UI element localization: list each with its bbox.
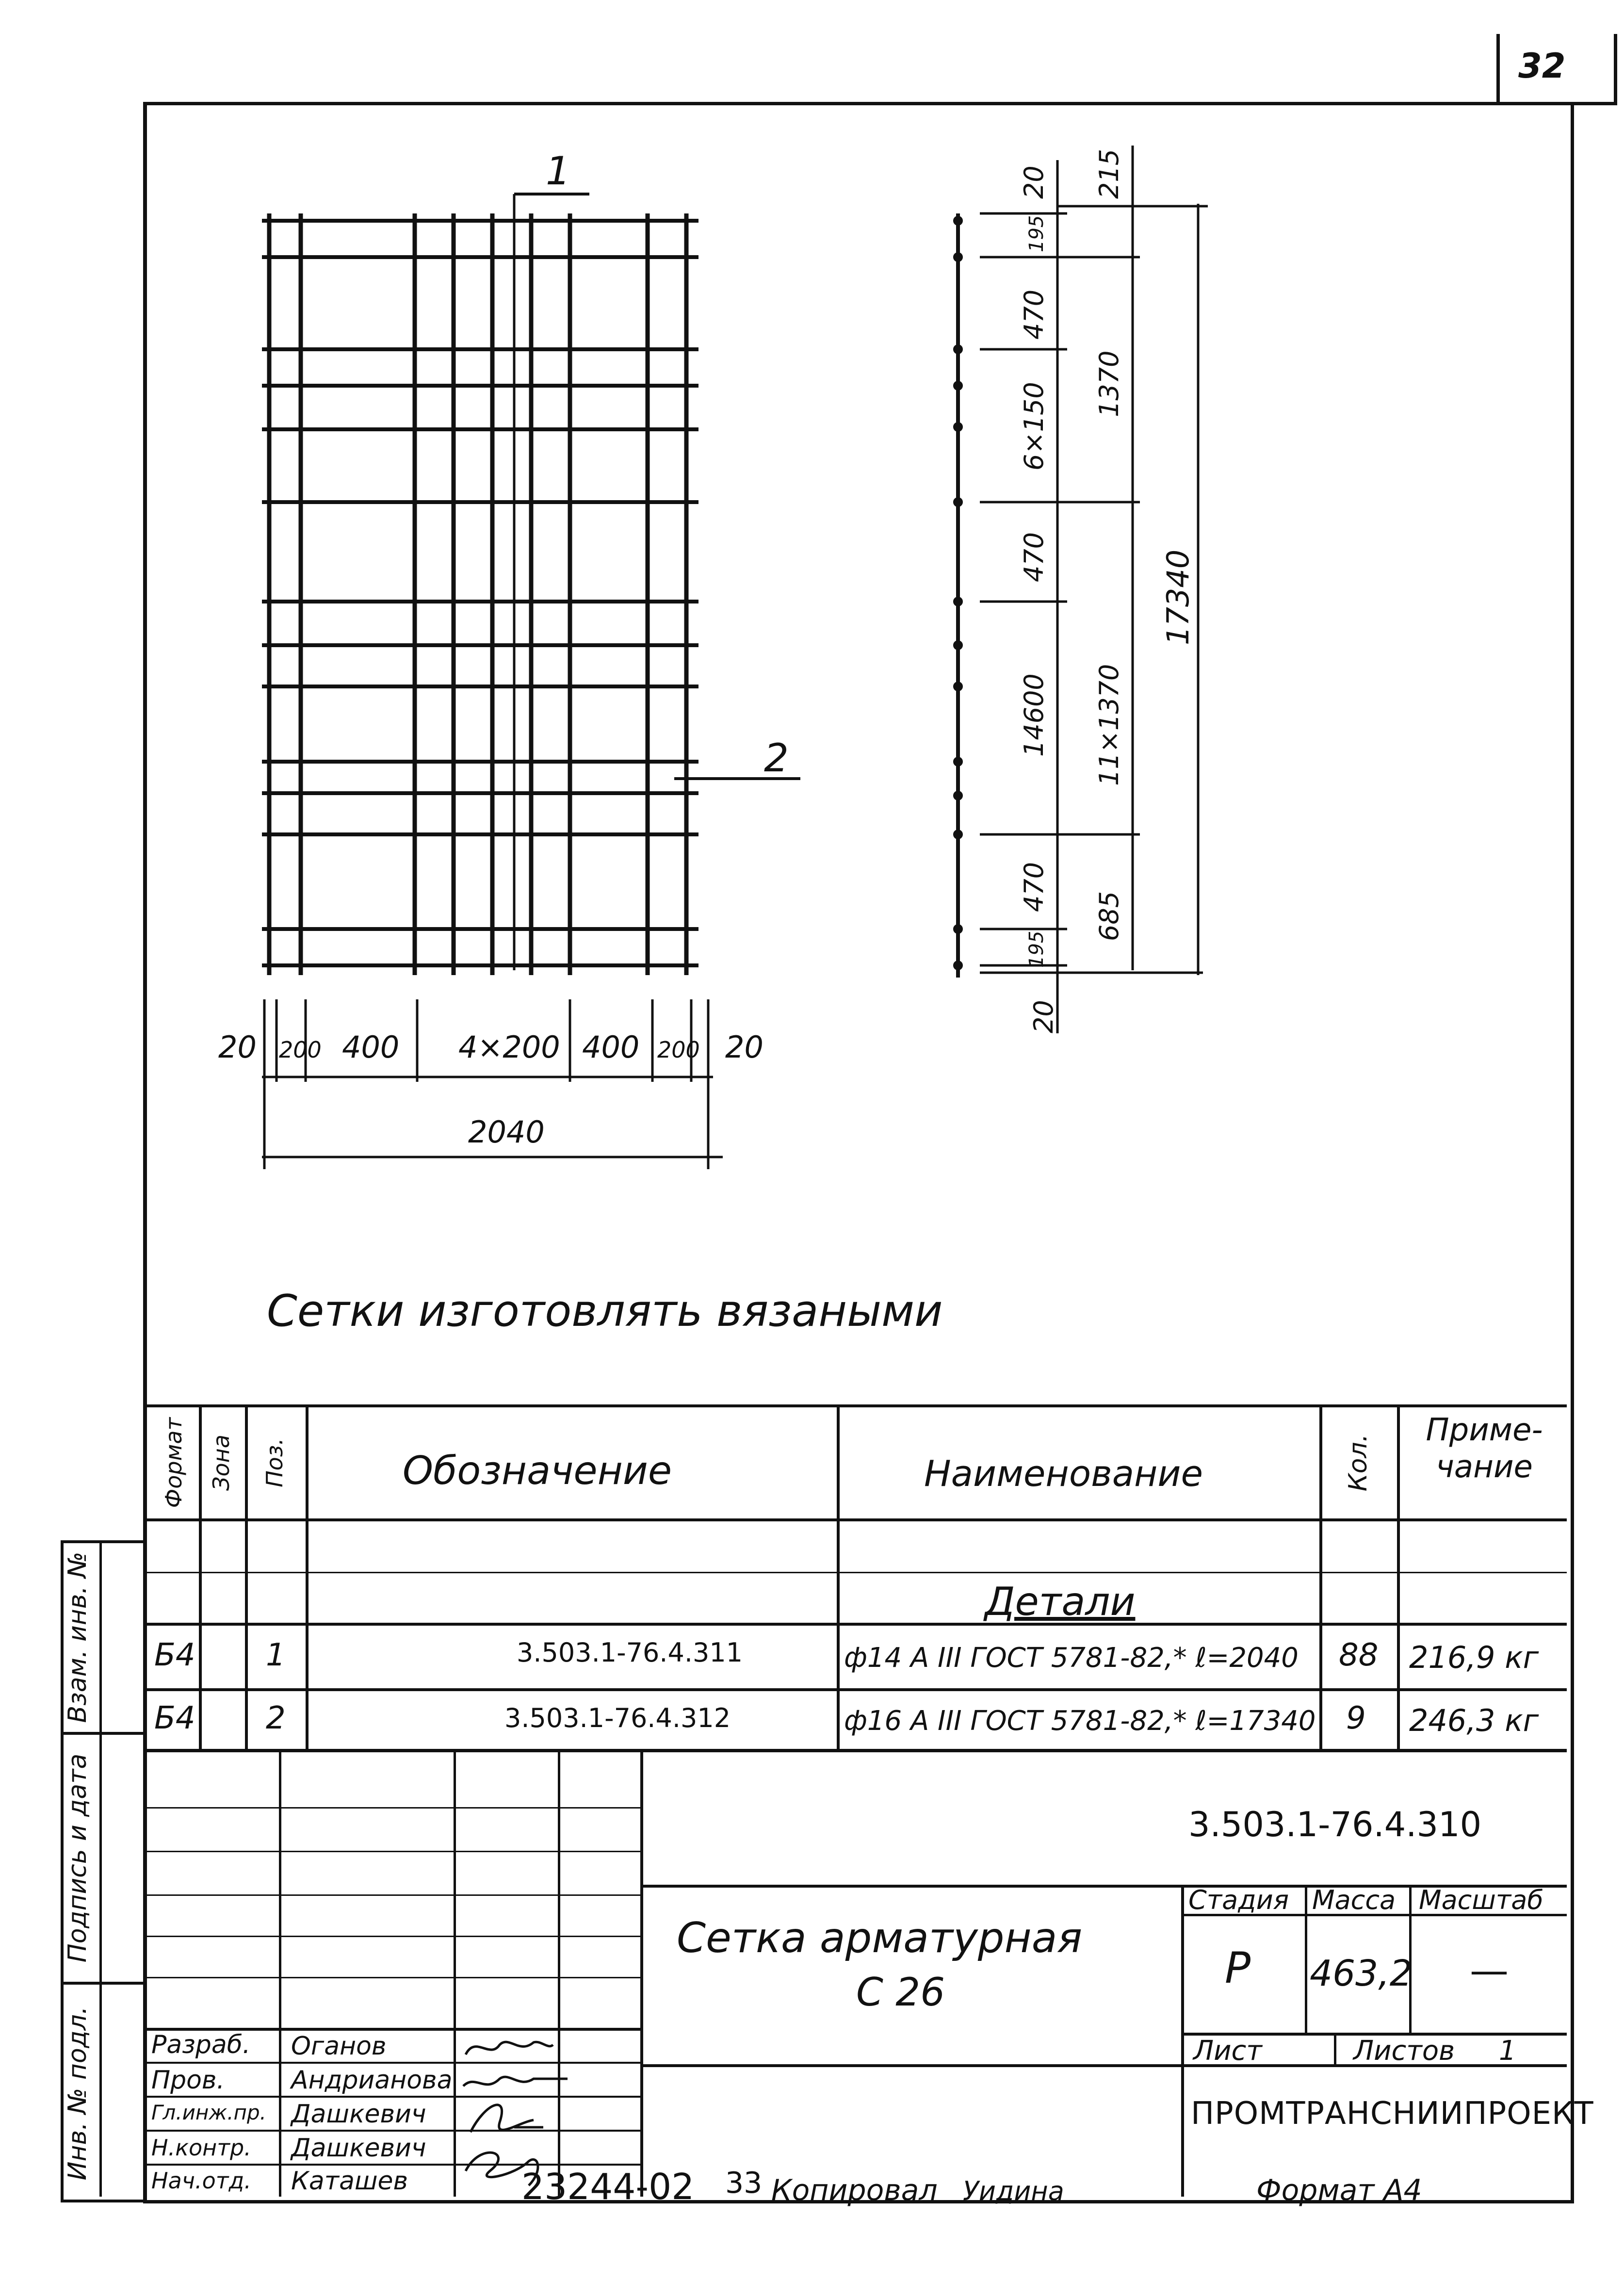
stage-label: Стадия [1188, 1885, 1289, 1915]
scale-label: Масштаб [1419, 1885, 1543, 1915]
spec-row-note: 246,3 кг [1409, 1703, 1539, 1738]
dim-section-20-bottom: 20 [1028, 1000, 1059, 1033]
footer-copy-number: 33 [725, 2166, 763, 2200]
doc-title: Сетка арматурная [677, 1914, 1083, 1962]
dim-section-195-bottom: 195 [1025, 930, 1048, 968]
dim-bottom-200-left: 200 [279, 1037, 322, 1063]
spec-row-name: ф16 А III ГОСТ 5781-82,* ℓ=17340 [844, 1705, 1316, 1737]
drawing-note: Сетки изготовлять вязаными [267, 1286, 943, 1337]
dim-section-20-top: 20 [1019, 165, 1049, 199]
role-label: Разраб. [151, 2030, 251, 2059]
role-name: Каташев [291, 2167, 408, 2196]
side-stamp-inv-podl: Инв. № подл. [63, 2006, 92, 2181]
role-label: Н.контр. [151, 2135, 251, 2161]
header-format: Формат [161, 1417, 187, 1508]
footer-number: 23244-02 [521, 2166, 695, 2208]
organization: ПРОМТРАНСНИИПРОЕКТ [1191, 2096, 1594, 2132]
mass-label: Масса [1312, 1885, 1396, 1915]
footer-copied-by: Копировал [771, 2173, 938, 2207]
dim-section-1370: 1370 [1094, 350, 1124, 417]
header-designation: Обозначение [403, 1448, 672, 1493]
dim-overall-width: 2040 [468, 1114, 545, 1150]
role-name: Дашкевич [291, 2134, 426, 2163]
header-pos: Поз. [261, 1438, 288, 1487]
dim-section-470-2: 470 [1019, 532, 1049, 582]
role-name: Дашкевич [291, 2100, 426, 2129]
signature-1 [466, 2042, 553, 2055]
scale-value: — [1470, 1948, 1509, 1993]
side-stamp-vzam-inv: Взам. инв. № [63, 1551, 92, 1723]
dim-section-195-top: 195 [1025, 215, 1048, 252]
role-name: Андрианова [291, 2066, 453, 2095]
header-note: Приме- чание [1426, 1412, 1543, 1485]
spec-row-pos: 1 [266, 1637, 286, 1673]
dim-section-11x1370: 11×1370 [1094, 664, 1124, 786]
sheet-number: 32 [1518, 46, 1566, 86]
footer-copier-signature: Уидина [963, 2176, 1064, 2206]
dim-bottom-20-left: 20 [218, 1029, 257, 1065]
side-stamp-signature-date: Подпись и дата [63, 1753, 92, 1963]
spec-section-title: Детали [985, 1579, 1136, 1624]
mesh-transverse-bars [262, 221, 698, 965]
dim-section-685: 685 [1094, 891, 1124, 941]
role-name: Оганов [291, 2032, 387, 2061]
spec-row-note: 216,9 кг [1409, 1640, 1539, 1675]
dim-bottom-400-right: 400 [582, 1029, 640, 1065]
spec-row-qty: 88 [1339, 1637, 1379, 1673]
spec-row-pos: 2 [266, 1700, 286, 1736]
dim-bottom-200-right: 200 [657, 1037, 700, 1063]
dim-bottom-20-right: 20 [725, 1029, 763, 1065]
spec-row-name: ф14 А III ГОСТ 5781-82,* ℓ=2040 [844, 1642, 1299, 1674]
dim-bottom-400-left: 400 [342, 1029, 400, 1065]
sheets-label: Листов [1353, 2035, 1455, 2067]
dim-section-17340: 17340 [1160, 549, 1196, 645]
spec-row-designation: 3.503.1-76.4.311 [517, 1637, 743, 1668]
pos-label-1: 1 [546, 148, 570, 194]
role-label: Пров. [151, 2066, 225, 2095]
dim-bottom-4x200: 4×200 [458, 1029, 560, 1065]
header-zone: Зона [208, 1435, 234, 1491]
header-qty: Кол. [1344, 1434, 1373, 1492]
signature-2 [463, 2077, 568, 2086]
spec-row-qty: 9 [1346, 1700, 1366, 1736]
dim-section-470-3: 470 [1019, 862, 1049, 912]
header-name: Наименование [924, 1453, 1203, 1495]
signature-3 [471, 2105, 543, 2132]
sheet-label: Лист [1193, 2035, 1262, 2067]
dim-section-470-1: 470 [1019, 289, 1049, 340]
role-label: Гл.инж.пр. [151, 2101, 267, 2124]
mesh-longitudinal-bars [269, 213, 686, 975]
dim-section-6x150: 6×150 [1019, 382, 1049, 471]
mass-value: 463,2 [1310, 1953, 1413, 1994]
footer-format: Формат А4 [1256, 2173, 1422, 2207]
pos-label-2: 2 [764, 735, 789, 781]
sheets-count: 1 [1499, 2035, 1516, 2067]
dim-section-215: 215 [1094, 148, 1124, 199]
stage-value: Р [1225, 1943, 1251, 1993]
doc-code: 3.503.1-76.4.310 [1188, 1805, 1482, 1844]
role-label: Нач.отд. [151, 2168, 251, 2194]
dim-section-14600: 14600 [1019, 673, 1049, 757]
spec-row-designation: 3.503.1-76.4.312 [504, 1703, 731, 1733]
spec-row-format: Б4 [154, 1637, 195, 1673]
doc-subtitle: С 26 [856, 1970, 945, 2015]
spec-row-format: Б4 [154, 1700, 195, 1736]
